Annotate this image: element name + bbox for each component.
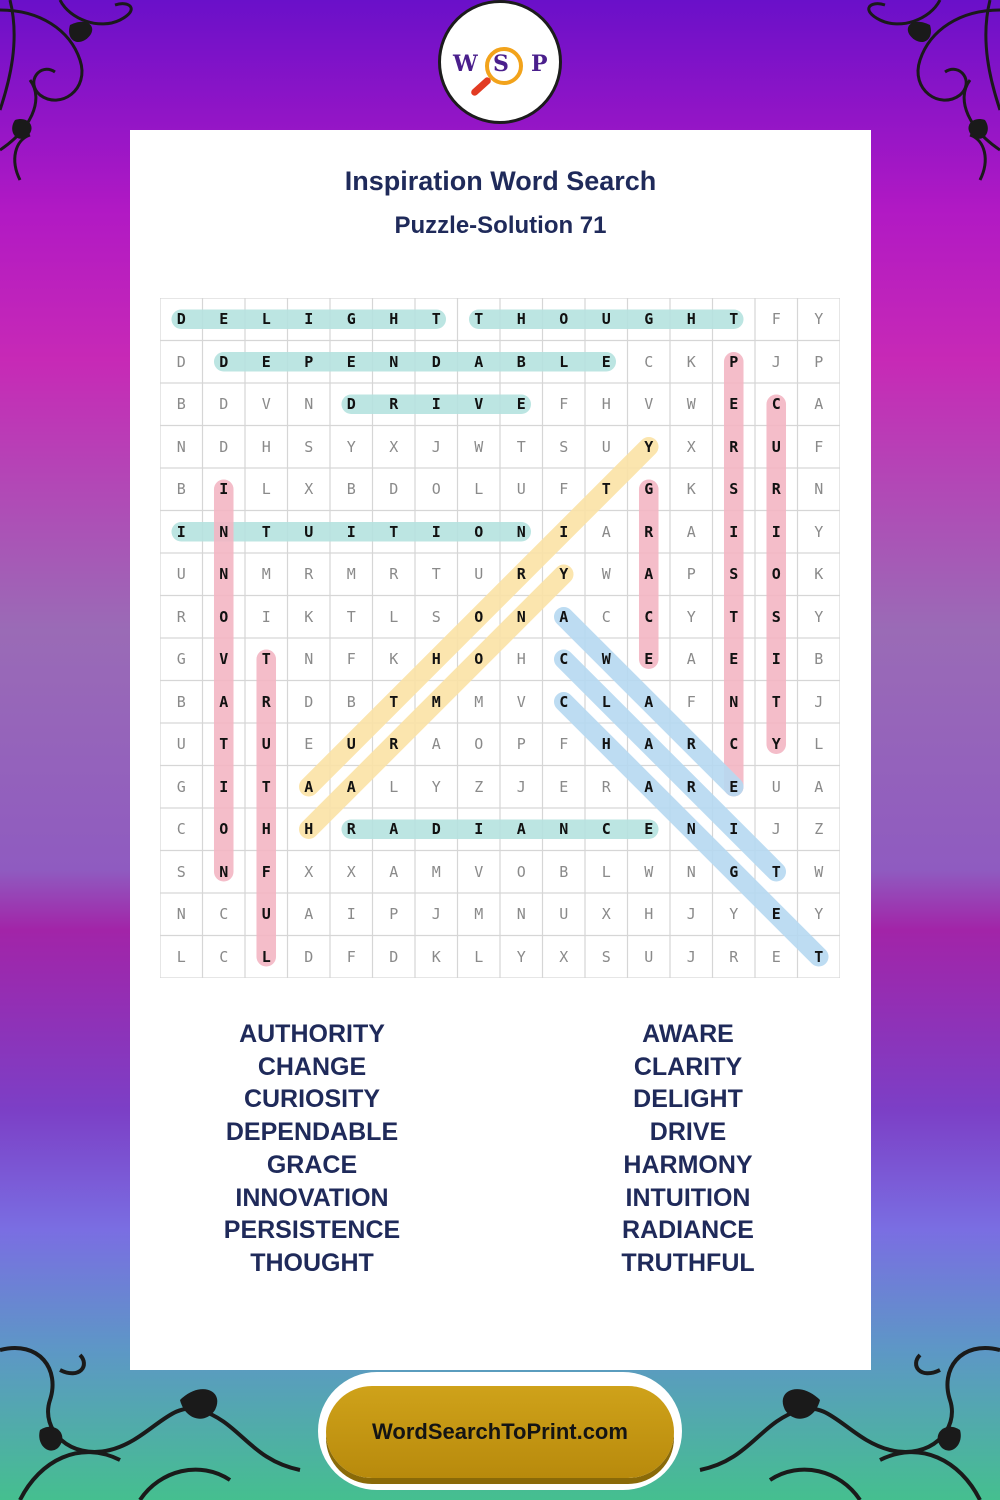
grid-cell[interactable]: E <box>729 395 739 413</box>
grid-cell[interactable]: G <box>729 862 739 881</box>
grid-cell[interactable]: C <box>644 607 654 626</box>
grid-cell[interactable]: X <box>389 437 399 456</box>
logo-letter-s: S <box>493 51 509 77</box>
grid-cell[interactable]: X <box>304 480 314 498</box>
grid-cell[interactable]: N <box>219 522 229 541</box>
grid-cell[interactable]: O <box>516 862 526 881</box>
grid-cell[interactable]: Y <box>644 437 654 456</box>
grid-cell[interactable]: E <box>304 735 314 753</box>
grid-cell[interactable]: F <box>559 735 569 753</box>
grid-cell[interactable]: T <box>771 692 781 711</box>
grid-cell[interactable]: L <box>261 480 271 498</box>
grid-cell[interactable]: N <box>176 905 186 923</box>
grid-cell[interactable]: C <box>559 650 569 668</box>
grid-cell[interactable]: H <box>686 310 696 328</box>
grid-cell[interactable]: E <box>219 310 229 328</box>
grid-cell[interactable]: H <box>601 395 611 413</box>
grid-cell[interactable]: U <box>474 565 484 583</box>
word-list-item: CHANGE <box>257 1052 367 1081</box>
word-list-left <box>122 1018 502 1280</box>
grid-cell[interactable]: I <box>729 522 739 541</box>
word-list-item: THOUGHT <box>250 1248 374 1277</box>
word-list-item: AWARE <box>642 1020 734 1048</box>
grid-cell[interactable]: F <box>559 395 569 413</box>
grid-cell[interactable]: B <box>559 862 569 881</box>
grid-cell[interactable]: A <box>644 692 654 711</box>
grid-cell[interactable]: M <box>474 692 484 711</box>
grid-cell[interactable]: T <box>346 607 356 626</box>
grid-cell[interactable]: K <box>686 352 696 371</box>
grid-cell[interactable]: I <box>219 777 229 796</box>
grid-cell[interactable]: U <box>176 565 186 583</box>
grid-cell[interactable]: N <box>219 565 229 583</box>
grid-cell[interactable]: I <box>219 480 229 498</box>
word-list-item: RADIANCE <box>622 1216 754 1245</box>
grid-cell[interactable]: T <box>474 310 484 328</box>
magnifier-handle-icon <box>470 76 493 97</box>
grid-cell[interactable]: N <box>516 522 526 541</box>
grid-cell[interactable]: F <box>814 437 824 456</box>
grid-cell[interactable]: A <box>219 692 229 711</box>
grid-cell[interactable]: K <box>304 607 314 626</box>
grid-cell[interactable]: D <box>389 947 399 966</box>
grid-cell[interactable]: K <box>686 480 696 498</box>
grid-cell[interactable]: O <box>771 565 781 583</box>
grid-cell[interactable]: H <box>601 735 611 753</box>
grid-cell[interactable]: I <box>729 820 739 838</box>
site-banner[interactable] <box>318 1372 682 1490</box>
grid-cell[interactable]: L <box>261 310 271 328</box>
grid-cell[interactable]: F <box>686 692 696 711</box>
grid-cell[interactable]: Z <box>474 777 484 796</box>
grid-cell[interactable]: P <box>729 352 739 371</box>
grid-cell[interactable]: P <box>516 735 526 753</box>
grid-cell[interactable]: S <box>771 607 781 626</box>
grid-cell[interactable]: Y <box>729 905 739 923</box>
grid-cell[interactable]: D <box>431 352 441 371</box>
grid-cell[interactable]: T <box>729 310 739 328</box>
grid-cell[interactable]: M <box>474 905 484 923</box>
grid-cell[interactable]: O <box>474 735 484 753</box>
grid-cell[interactable]: X <box>346 862 356 881</box>
grid-cell[interactable]: N <box>304 650 314 668</box>
grid-cell[interactable]: J <box>771 820 781 838</box>
grid-cell[interactable]: H <box>389 310 399 328</box>
grid-cell[interactable]: J <box>686 947 696 966</box>
grid-cell[interactable]: D <box>304 692 314 711</box>
grid-cell[interactable]: M <box>431 862 441 881</box>
grid-cell[interactable]: T <box>516 437 526 456</box>
word-list-item: PERSISTENCE <box>223 1216 401 1245</box>
grid-cell[interactable]: H <box>431 650 441 668</box>
grid-cell[interactable]: E <box>644 820 654 838</box>
logo-letter-p: P <box>531 51 548 77</box>
grid-cell[interactable]: T <box>261 650 271 668</box>
grid-cell[interactable]: T <box>431 310 441 328</box>
grid-cell[interactable]: R <box>644 522 654 541</box>
grid-cell[interactable]: T <box>261 522 271 541</box>
grid-cell[interactable]: L <box>601 862 611 881</box>
grid-cell[interactable]: L <box>176 947 186 966</box>
grid-cell[interactable]: B <box>814 650 824 668</box>
grid-cell[interactable]: R <box>771 480 781 498</box>
grid-cell[interactable]: B <box>516 352 526 371</box>
grid-cell[interactable]: A <box>346 777 356 796</box>
grid-cell[interactable]: A <box>559 607 569 626</box>
grid-cell[interactable]: R <box>729 947 739 966</box>
grid-cell[interactable]: U <box>601 310 611 328</box>
grid-cell[interactable]: B <box>176 395 186 413</box>
grid-cell[interactable]: R <box>729 437 739 456</box>
grid-cell[interactable]: X <box>686 437 696 456</box>
grid-cell[interactable]: G <box>644 480 654 498</box>
grid-cell[interactable]: D <box>219 395 229 413</box>
grid-cell[interactable]: F <box>771 310 781 328</box>
grid-cell[interactable]: E <box>771 905 781 923</box>
word-list-item: TRUTHFUL <box>621 1248 755 1277</box>
grid-cell[interactable]: T <box>389 692 399 711</box>
grid-cell[interactable]: T <box>601 480 611 498</box>
grid-cell[interactable]: U <box>601 437 611 456</box>
grid-cell[interactable]: N <box>729 692 739 711</box>
grid-cell[interactable]: A <box>601 522 611 541</box>
grid-cell[interactable]: Y <box>814 522 824 541</box>
grid-cell[interactable]: D <box>346 395 356 413</box>
grid-cell[interactable]: Y <box>346 437 356 456</box>
word-list-item: DRIVE <box>649 1118 727 1147</box>
grid-cell[interactable]: C <box>176 820 186 838</box>
grid-cell[interactable]: L <box>261 947 271 966</box>
grid-cell[interactable]: R <box>516 565 526 583</box>
grid-cell[interactable]: N <box>516 905 526 923</box>
grid-cell[interactable]: I <box>474 820 484 838</box>
grid-cell[interactable]: L <box>474 480 484 498</box>
grid-cell[interactable]: U <box>644 947 654 966</box>
grid-cell[interactable]: A <box>474 352 484 371</box>
grid-cell[interactable]: N <box>686 862 696 881</box>
grid-cell[interactable]: N <box>219 862 229 881</box>
grid-cell[interactable]: P <box>389 905 399 923</box>
word-list-item: CLARITY <box>633 1052 743 1081</box>
grid-cell[interactable]: R <box>389 565 399 583</box>
grid-cell[interactable]: S <box>601 947 611 966</box>
grid-cell[interactable]: H <box>644 905 654 923</box>
grid-cell[interactable]: R <box>389 735 399 753</box>
grid-cell[interactable]: A <box>389 862 399 881</box>
grid-cell[interactable]: L <box>814 735 824 753</box>
grid-cell[interactable]: I <box>261 607 271 626</box>
grid-cell[interactable]: M <box>431 692 441 711</box>
grid-cell[interactable]: N <box>389 352 399 371</box>
grid-cell[interactable]: L <box>601 692 611 711</box>
grid-cell[interactable]: B <box>176 692 186 711</box>
grid-cell[interactable]: P <box>304 352 314 371</box>
grid-cell[interactable]: T <box>729 607 739 626</box>
grid-cell[interactable]: U <box>261 735 271 753</box>
word-list-item: DELIGHT <box>633 1085 743 1114</box>
grid-cell[interactable]: X <box>601 905 611 923</box>
grid-cell[interactable]: B <box>346 480 356 498</box>
grid-cell[interactable]: N <box>516 607 526 626</box>
page-title: Inspiration Word Search <box>344 166 657 196</box>
grid-cell[interactable]: F <box>346 947 356 966</box>
word-list-item: CURIOSITY <box>243 1085 381 1114</box>
grid-cell[interactable]: C <box>219 905 229 923</box>
page-subtitle: Puzzle-Solution 71 <box>394 212 607 239</box>
grid-cell[interactable]: W <box>601 650 611 668</box>
grid-cell[interactable]: E <box>729 777 739 796</box>
word-list-item: AUTHORITY <box>239 1020 385 1048</box>
grid-cell[interactable]: M <box>261 565 271 583</box>
grid-cell[interactable]: N <box>176 437 186 456</box>
grid-cell[interactable]: I <box>304 310 314 328</box>
grid-cell[interactable]: O <box>474 607 484 626</box>
grid-cell[interactable]: S <box>176 862 186 881</box>
grid-cell[interactable]: H <box>516 650 526 668</box>
grid-cell[interactable]: A <box>644 735 654 753</box>
grid-cell[interactable]: T <box>814 947 824 966</box>
word-list-item: GRACE <box>266 1150 358 1179</box>
grid-cell[interactable]: N <box>559 820 569 838</box>
grid-cell[interactable]: H <box>516 310 526 328</box>
grid-cell[interactable]: A <box>814 777 824 796</box>
grid-cell[interactable]: Y <box>814 310 824 328</box>
grid-cell[interactable]: Y <box>814 905 824 923</box>
grid-cell[interactable]: O <box>219 820 229 838</box>
grid-cell[interactable]: E <box>261 352 271 371</box>
grid-cell[interactable]: A <box>304 777 314 796</box>
grid-cell[interactable]: G <box>644 310 654 328</box>
grid-cell[interactable]: A <box>644 565 654 583</box>
grid-cell[interactable]: I <box>176 522 186 541</box>
grid-cell[interactable]: V <box>644 395 654 413</box>
grid-cell[interactable]: R <box>601 777 611 796</box>
grid-cell[interactable]: A <box>644 777 654 796</box>
word-list-item: INTUITION <box>625 1183 751 1212</box>
grid-cell[interactable]: R <box>389 395 399 413</box>
grid-cell[interactable]: E <box>644 650 654 668</box>
grid-cell[interactable]: Y <box>559 565 569 583</box>
grid-cell[interactable]: X <box>304 862 314 881</box>
grid-cell[interactable]: Y <box>431 777 441 796</box>
grid-cell[interactable]: D <box>176 352 186 371</box>
grid-cell[interactable]: J <box>431 905 441 923</box>
grid-cell[interactable]: L <box>474 947 484 966</box>
grid-cell[interactable]: N <box>686 820 696 838</box>
word-list-item: DEPENDABLE <box>225 1118 399 1147</box>
grid-cell[interactable]: W <box>601 565 611 583</box>
grid-cell[interactable]: H <box>304 820 314 838</box>
grid-cell[interactable]: J <box>516 777 526 796</box>
grid-cell[interactable]: I <box>771 650 781 668</box>
grid-cell[interactable]: R <box>304 565 314 583</box>
grid-cell[interactable]: C <box>219 947 229 966</box>
grid-cell[interactable]: T <box>261 777 271 796</box>
grid-cell[interactable]: K <box>389 650 399 668</box>
grid-cell[interactable]: R <box>346 820 356 838</box>
grid-cell[interactable]: T <box>771 862 781 881</box>
grid-cell[interactable]: P <box>814 352 824 371</box>
grid-cell[interactable]: F <box>261 862 271 881</box>
grid-cell[interactable]: P <box>686 565 696 583</box>
grid-cell[interactable]: C <box>559 692 569 711</box>
grid-cell[interactable]: L <box>389 607 399 626</box>
grid-cell[interactable]: T <box>389 522 399 541</box>
grid-cell[interactable]: I <box>559 522 569 541</box>
grid-cell[interactable]: E <box>516 395 526 413</box>
grid-cell[interactable]: C <box>601 820 611 838</box>
grid-cell[interactable]: V <box>474 395 484 413</box>
grid-cell[interactable]: S <box>729 480 739 498</box>
site-link[interactable]: WordSearchToPrint.com <box>326 1386 674 1478</box>
word-list-item: INNOVATION <box>235 1183 389 1212</box>
grid-cell[interactable]: T <box>431 565 441 583</box>
grid-cell[interactable]: E <box>346 352 356 371</box>
grid-cell[interactable]: H <box>261 820 271 838</box>
grid-cell[interactable]: O <box>559 310 569 328</box>
grid-cell[interactable]: Y <box>516 947 526 966</box>
grid-cell[interactable]: I <box>771 522 781 541</box>
grid-cell[interactable]: G <box>176 777 186 796</box>
grid-cell[interactable]: I <box>431 395 441 413</box>
grid-cell[interactable]: O <box>431 480 441 498</box>
grid-cell[interactable]: Z <box>814 820 824 838</box>
word-search-grid[interactable] <box>160 298 840 978</box>
grid-cell[interactable]: R <box>176 607 186 626</box>
grid-cell[interactable]: S <box>304 437 314 456</box>
grid-cell[interactable]: T <box>219 735 229 753</box>
grid-cell[interactable]: L <box>389 777 399 796</box>
grid-cell[interactable]: A <box>431 735 441 753</box>
grid-cell[interactable]: R <box>686 777 696 796</box>
grid-cell[interactable]: A <box>814 395 824 413</box>
grid-cell[interactable]: A <box>516 820 526 838</box>
grid-cell[interactable]: S <box>431 607 441 626</box>
grid-cell[interactable]: N <box>814 480 824 498</box>
grid-cell[interactable]: L <box>559 352 569 371</box>
grid-cell[interactable]: A <box>304 905 314 923</box>
grid-cell[interactable]: W <box>474 437 484 456</box>
grid-cell[interactable]: B <box>176 480 186 498</box>
grid-cell[interactable]: U <box>346 735 356 753</box>
grid-cell[interactable]: S <box>559 437 569 456</box>
grid-cell[interactable]: R <box>261 692 271 711</box>
grid-cell[interactable]: R <box>686 735 696 753</box>
grid-cell[interactable]: U <box>516 480 526 498</box>
grid-cell[interactable]: D <box>219 352 229 371</box>
grid-cell[interactable]: A <box>686 650 696 668</box>
grid-cell[interactable]: C <box>644 352 654 371</box>
grid-cell[interactable]: D <box>219 437 229 456</box>
grid-cell[interactable]: A <box>389 820 399 838</box>
grid-cell[interactable]: F <box>559 480 569 498</box>
grid-cell[interactable]: I <box>431 522 441 541</box>
grid-cell[interactable]: O <box>219 607 229 626</box>
grid-cell[interactable]: C <box>729 735 739 753</box>
grid-cell[interactable]: C <box>771 395 781 413</box>
grid-cell[interactable]: J <box>771 352 781 371</box>
grid-cell[interactable]: O <box>474 522 484 541</box>
word-list-item: HARMONY <box>623 1150 753 1179</box>
grid-cell[interactable]: V <box>474 862 484 881</box>
grid-cell[interactable]: E <box>729 650 739 668</box>
grid-cell[interactable]: Y <box>814 607 824 626</box>
grid-cell[interactable]: G <box>346 310 356 328</box>
grid-cell[interactable]: U <box>304 522 314 541</box>
site-logo[interactable] <box>438 0 562 124</box>
grid-cell[interactable]: J <box>431 437 441 456</box>
grid-cell[interactable]: D <box>431 820 441 838</box>
grid-cell[interactable]: U <box>261 905 271 923</box>
grid-cell[interactable]: G <box>176 650 186 668</box>
grid-cell[interactable]: U <box>771 777 781 796</box>
grid-cell[interactable]: J <box>686 905 696 923</box>
grid-cell[interactable]: W <box>814 862 824 881</box>
grid-cell[interactable]: Y <box>771 735 781 753</box>
grid-cell[interactable]: V <box>516 692 526 711</box>
grid-cell[interactable]: D <box>389 480 399 498</box>
grid-cell[interactable]: D <box>176 310 186 328</box>
grid-cell[interactable]: K <box>431 947 441 966</box>
grid-cell[interactable]: E <box>601 352 611 371</box>
grid-cell[interactable]: W <box>644 862 654 881</box>
grid-cell[interactable]: N <box>304 395 314 413</box>
logo-letter-w: W <box>453 51 478 77</box>
grid-cell[interactable]: A <box>686 522 696 541</box>
grid-cell[interactable]: K <box>814 565 824 583</box>
grid-cell[interactable]: Y <box>686 607 696 626</box>
grid-cell[interactable]: B <box>346 692 356 711</box>
grid-cell[interactable]: U <box>176 735 186 753</box>
grid-cell[interactable]: D <box>304 947 314 966</box>
grid-cell[interactable]: X <box>559 947 569 966</box>
grid-cell[interactable]: J <box>814 692 824 711</box>
grid-cell[interactable]: C <box>601 607 611 626</box>
grid-cell[interactable]: I <box>346 905 356 923</box>
grid-cell[interactable]: E <box>771 947 781 966</box>
grid-cell[interactable]: O <box>474 650 484 668</box>
grid-cell[interactable]: H <box>261 437 271 456</box>
grid-cell[interactable]: U <box>771 437 781 456</box>
grid-cell[interactable]: U <box>559 905 569 923</box>
grid-cell[interactable]: E <box>559 777 569 796</box>
word-list-right <box>498 1018 878 1280</box>
grid-cell[interactable]: V <box>261 395 271 413</box>
grid-cell[interactable]: V <box>219 650 229 668</box>
grid-cell[interactable]: F <box>346 650 356 668</box>
grid-cell[interactable]: M <box>346 565 356 583</box>
grid-cell[interactable]: S <box>729 565 739 583</box>
grid-cell[interactable]: I <box>346 522 356 541</box>
grid-cell[interactable]: W <box>686 395 696 413</box>
